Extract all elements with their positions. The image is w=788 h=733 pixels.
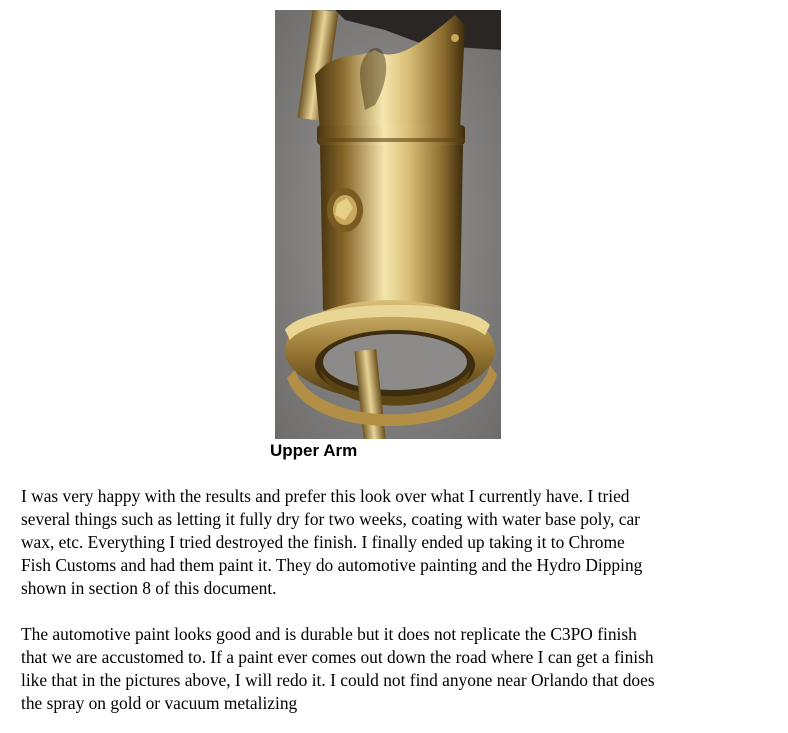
upper-arm-illustration	[275, 10, 501, 439]
upper-arm-photo	[275, 10, 501, 439]
figure-caption: Upper Arm	[270, 441, 358, 460]
paragraph-automotive-paint: The automotive paint looks good and is durable but it does not replicate the C3PO finish that we are accustomed to. If a paint ever comes out down the road where I can get a finish like that in the pictures above, I will redo it. I could not find anyone near Orlando that does the spray on gold or vacuum metalizing	[21, 624, 655, 714]
paragraph-results: I was very happy with the results and prefer this look over what I currently have. I tried several things such as letting it fully dry for two weeks, coating with water base poly, car wax, etc. Everything I tried destroyed the finish. I finally ended up taking it to Chrome Fish Customs and had them paint it. They do automotive painting and the Hydro Dipping shown in section 8 of this document.	[21, 486, 643, 599]
